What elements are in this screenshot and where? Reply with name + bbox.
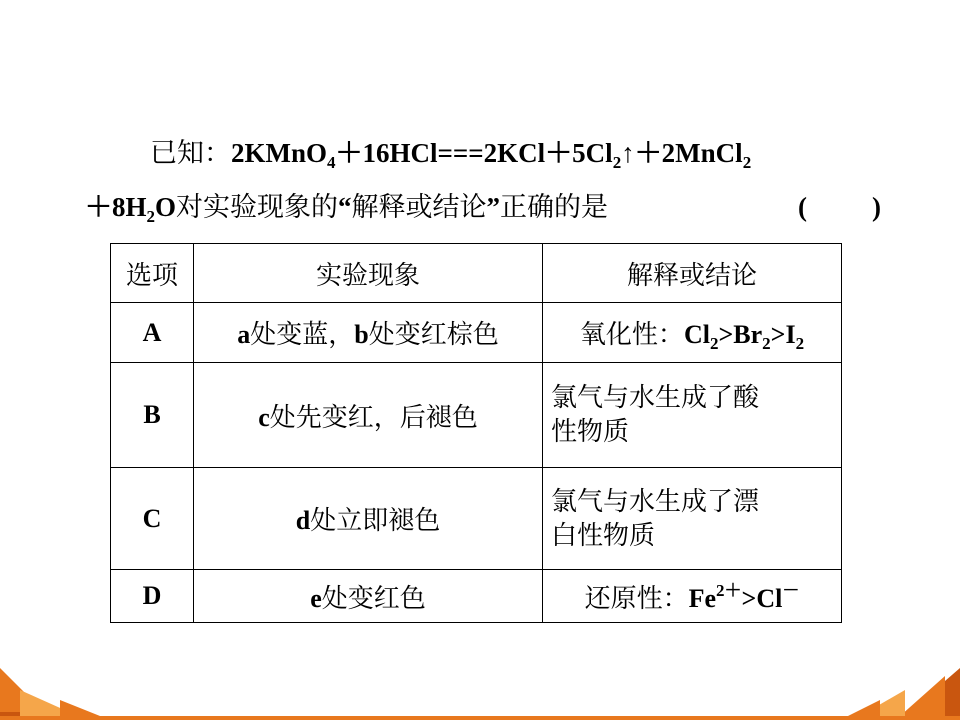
question-text: 对实验现象的	[176, 192, 339, 223]
superscript: 2＋	[716, 580, 742, 600]
conclusion-line: 氯气与水生成了漂	[551, 486, 760, 517]
phenomenon-text: 处变红色	[321, 583, 426, 614]
question-tail: 正确的是	[500, 192, 609, 223]
corner-deco-right-3	[848, 700, 880, 716]
quote-close: ”	[486, 192, 501, 222]
phenomenon-text: 处变蓝，	[250, 320, 355, 350]
corner-deco-left-3	[60, 700, 100, 716]
header-option: 选项	[111, 244, 194, 303]
phenomenon-text: 处先变红，后褪色	[269, 402, 478, 433]
subscript: 2	[709, 334, 719, 353]
header-phenomenon: 实验现象	[194, 244, 543, 303]
option-d: D	[111, 570, 194, 623]
corner-deco-right	[900, 676, 945, 716]
subscript: 2	[612, 153, 622, 172]
subscript: 2	[742, 153, 752, 172]
position-letter: e	[310, 583, 322, 613]
formula-fe: Fe	[688, 583, 717, 613]
superscript: －	[782, 580, 800, 600]
conclusion-line: 白性物质	[551, 520, 656, 551]
quoted-text: 解释或结论	[351, 192, 487, 223]
formula-cl: Cl	[683, 320, 710, 349]
header-conclusion: 解释或结论	[543, 244, 842, 303]
formula-mncl: ↑＋2MnCl	[621, 138, 743, 168]
subscript: 4	[327, 153, 336, 172]
option-c: C	[111, 468, 194, 570]
conclusion-prefix: 还原性：	[584, 583, 689, 614]
formula-cl-ion: >Cl	[741, 583, 783, 613]
phenomenon-text: 处变红棕色	[368, 320, 499, 350]
question-prefix: 已知：	[150, 138, 231, 169]
position-letter: a	[237, 320, 251, 349]
formula-kmno4: 2KMnO	[231, 138, 328, 168]
answer-paren-close: )	[872, 192, 881, 222]
subscript: 2	[146, 207, 156, 226]
conclusion-prefix: 氧化性：	[579, 320, 684, 350]
position-letter: d	[295, 506, 311, 535]
answer-paren-open: (	[798, 192, 807, 222]
option-a: A	[111, 303, 194, 363]
option-b: B	[111, 363, 194, 468]
quote-open: “	[338, 192, 352, 222]
formula-o: O	[155, 192, 177, 222]
phenomenon-text: 处立即褪色	[310, 506, 441, 536]
conclusion-line: 性物质	[551, 417, 630, 447]
formula-hcl-kcl-cl: ＋16HCl===2KCl＋5Cl	[335, 138, 613, 168]
conclusion-line: 氯气与水生成了酸	[551, 383, 760, 413]
formula-i: >I	[770, 320, 796, 349]
subscript: 2	[795, 334, 805, 353]
position-letter: b	[354, 320, 369, 349]
formula-br: >Br	[718, 320, 763, 349]
bottom-rule	[0, 716, 960, 720]
subscript: 2	[762, 334, 771, 353]
position-letter: c	[258, 402, 270, 432]
formula-h2o: ＋8H	[85, 192, 147, 222]
